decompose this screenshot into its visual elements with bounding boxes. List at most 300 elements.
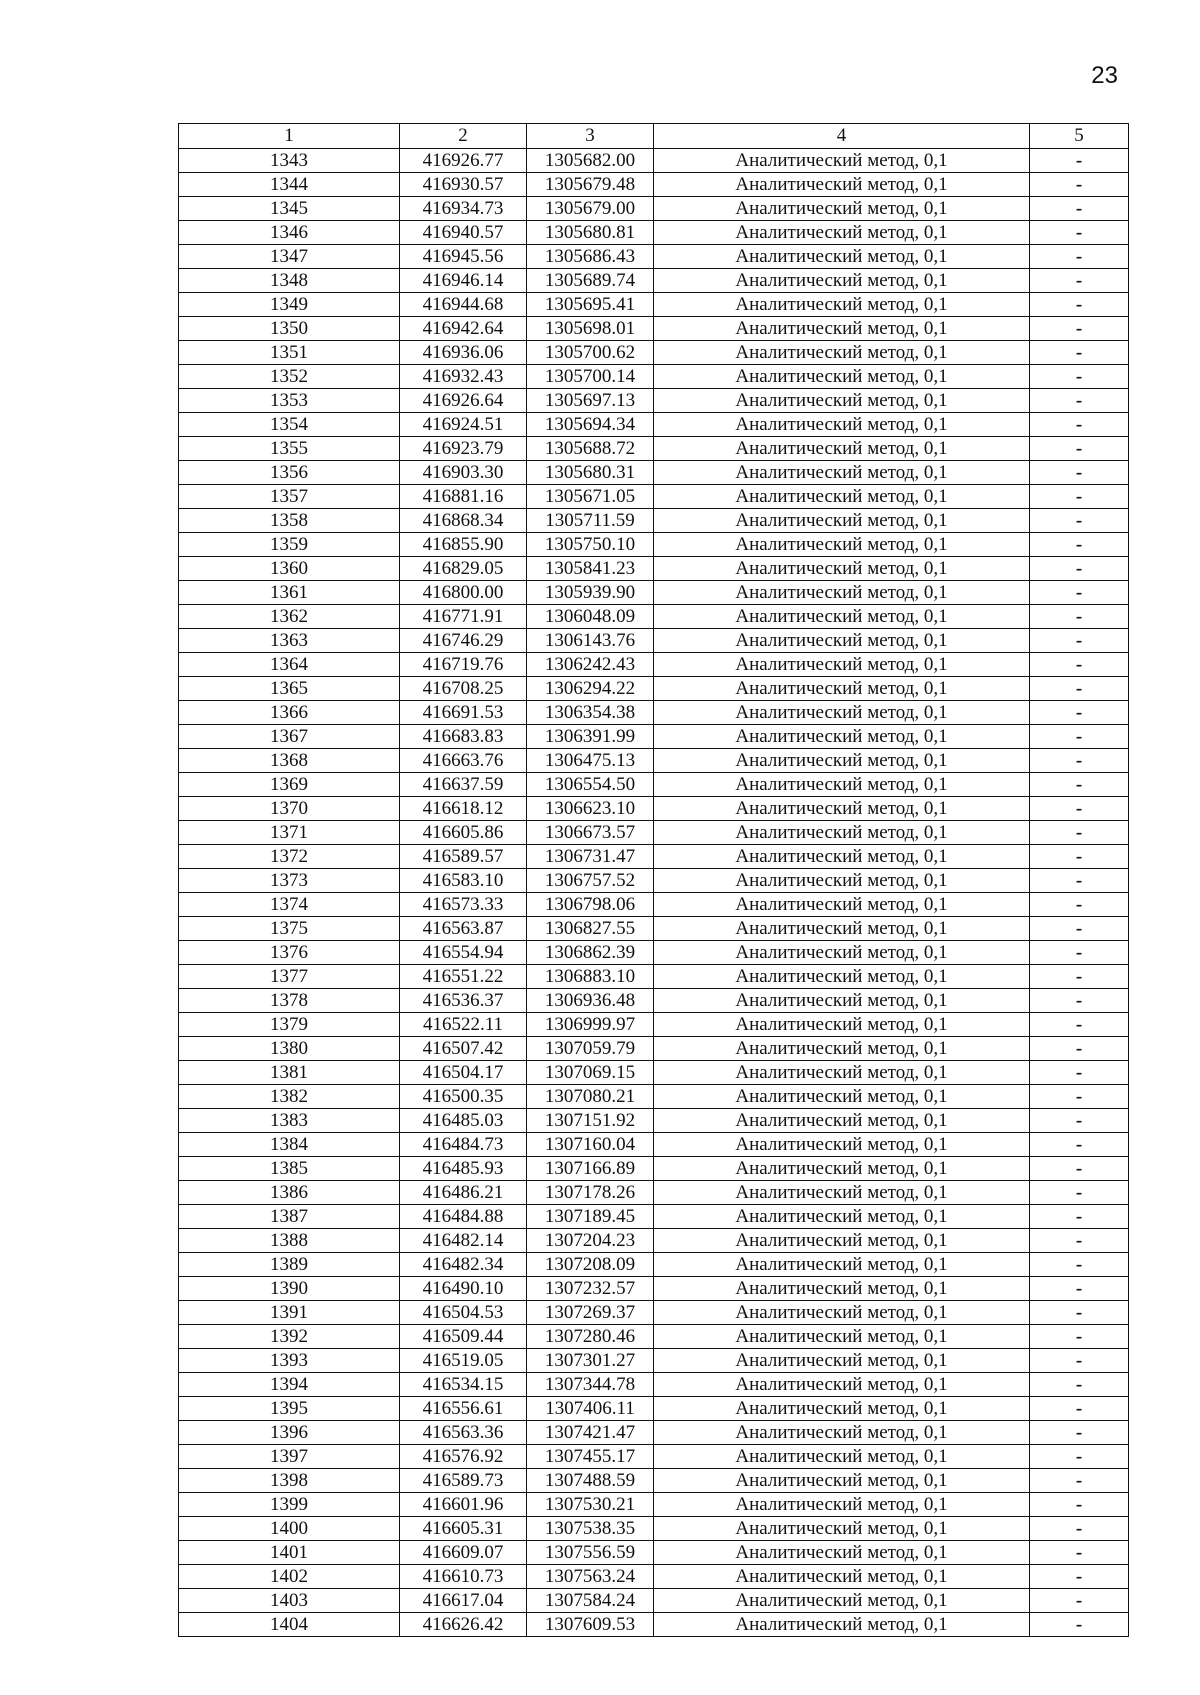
x-coordinate-cell: 416482.14 <box>400 1229 527 1253</box>
note-cell: - <box>1030 1277 1129 1301</box>
point-number-cell: 1376 <box>179 941 400 965</box>
table-row <box>179 989 1129 1013</box>
y-coordinate-cell: 1307421.47 <box>527 1421 654 1445</box>
note-cell: - <box>1030 269 1129 293</box>
method-cell: Аналитический метод, 0,1 <box>654 1493 1030 1517</box>
x-coordinate-cell: 416504.53 <box>400 1301 527 1325</box>
table-row <box>179 1301 1129 1325</box>
y-coordinate-cell: 1305688.72 <box>527 437 654 461</box>
x-coordinate-cell: 416609.07 <box>400 1541 527 1565</box>
point-number-cell: 1386 <box>179 1181 400 1205</box>
method-cell: Аналитический метод, 0,1 <box>654 245 1030 269</box>
y-coordinate-cell: 1305700.62 <box>527 341 654 365</box>
method-cell: Аналитический метод, 0,1 <box>654 1565 1030 1589</box>
x-coordinate-cell: 416940.57 <box>400 221 527 245</box>
point-number-cell: 1397 <box>179 1445 400 1469</box>
note-cell: - <box>1030 1373 1129 1397</box>
note-cell: - <box>1030 1589 1129 1613</box>
point-number-cell: 1391 <box>179 1301 400 1325</box>
method-cell: Аналитический метод, 0,1 <box>654 149 1030 173</box>
point-number-cell: 1371 <box>179 821 400 845</box>
method-cell: Аналитический метод, 0,1 <box>654 917 1030 941</box>
table-row <box>179 1085 1129 1109</box>
y-coordinate-cell: 1306143.76 <box>527 629 654 653</box>
method-cell: Аналитический метод, 0,1 <box>654 389 1030 413</box>
table-row <box>179 1613 1129 1637</box>
note-cell: - <box>1030 1397 1129 1421</box>
table-row <box>179 269 1129 293</box>
x-coordinate-cell: 416507.42 <box>400 1037 527 1061</box>
x-coordinate-cell: 416589.73 <box>400 1469 527 1493</box>
y-coordinate-cell: 1305711.59 <box>527 509 654 533</box>
point-number-cell: 1395 <box>179 1397 400 1421</box>
point-number-cell: 1381 <box>179 1061 400 1085</box>
point-number-cell: 1402 <box>179 1565 400 1589</box>
x-coordinate-cell: 416626.42 <box>400 1613 527 1637</box>
table-row <box>179 245 1129 269</box>
x-coordinate-cell: 416618.12 <box>400 797 527 821</box>
method-cell: Аналитический метод, 0,1 <box>654 1133 1030 1157</box>
point-number-cell: 1390 <box>179 1277 400 1301</box>
point-number-cell: 1346 <box>179 221 400 245</box>
x-coordinate-cell: 416576.92 <box>400 1445 527 1469</box>
note-cell: - <box>1030 1349 1129 1373</box>
table-row <box>179 1061 1129 1085</box>
table-row <box>179 725 1129 749</box>
point-number-cell: 1375 <box>179 917 400 941</box>
x-coordinate-cell: 416829.05 <box>400 557 527 581</box>
table-row <box>179 1277 1129 1301</box>
table-row <box>179 1421 1129 1445</box>
y-coordinate-cell: 1305680.81 <box>527 221 654 245</box>
note-cell: - <box>1030 1469 1129 1493</box>
x-coordinate-cell: 416924.51 <box>400 413 527 437</box>
method-cell: Аналитический метод, 0,1 <box>654 1589 1030 1613</box>
x-coordinate-cell: 416485.93 <box>400 1157 527 1181</box>
y-coordinate-cell: 1305939.90 <box>527 581 654 605</box>
y-coordinate-cell: 1307069.15 <box>527 1061 654 1085</box>
x-coordinate-cell: 416746.29 <box>400 629 527 653</box>
y-coordinate-cell: 1307160.04 <box>527 1133 654 1157</box>
method-cell: Аналитический метод, 0,1 <box>654 677 1030 701</box>
method-cell: Аналитический метод, 0,1 <box>654 1253 1030 1277</box>
y-coordinate-cell: 1306294.22 <box>527 677 654 701</box>
point-number-cell: 1361 <box>179 581 400 605</box>
point-number-cell: 1396 <box>179 1421 400 1445</box>
y-coordinate-cell: 1307530.21 <box>527 1493 654 1517</box>
point-number-cell: 1362 <box>179 605 400 629</box>
y-coordinate-cell: 1305686.43 <box>527 245 654 269</box>
method-cell: Аналитический метод, 0,1 <box>654 869 1030 893</box>
point-number-cell: 1343 <box>179 149 400 173</box>
x-coordinate-cell: 416932.43 <box>400 365 527 389</box>
x-coordinate-cell: 416589.57 <box>400 845 527 869</box>
x-coordinate-cell: 416881.16 <box>400 485 527 509</box>
point-number-cell: 1385 <box>179 1157 400 1181</box>
column-header-2: 2 <box>400 124 527 149</box>
method-cell: Аналитический метод, 0,1 <box>654 437 1030 461</box>
x-coordinate-cell: 416946.14 <box>400 269 527 293</box>
table-row <box>179 341 1129 365</box>
y-coordinate-cell: 1306999.97 <box>527 1013 654 1037</box>
table-row <box>179 941 1129 965</box>
table-row <box>179 965 1129 989</box>
y-coordinate-cell: 1307406.11 <box>527 1397 654 1421</box>
x-coordinate-cell: 416942.64 <box>400 317 527 341</box>
x-coordinate-cell: 416490.10 <box>400 1277 527 1301</box>
y-coordinate-cell: 1307166.89 <box>527 1157 654 1181</box>
note-cell: - <box>1030 965 1129 989</box>
note-cell: - <box>1030 317 1129 341</box>
table-row <box>179 1565 1129 1589</box>
table-row <box>179 917 1129 941</box>
table-row <box>179 653 1129 677</box>
point-number-cell: 1377 <box>179 965 400 989</box>
method-cell: Аналитический метод, 0,1 <box>654 1061 1030 1085</box>
note-cell: - <box>1030 293 1129 317</box>
table-row <box>179 629 1129 653</box>
x-coordinate-cell: 416945.56 <box>400 245 527 269</box>
table-row <box>179 1493 1129 1517</box>
table-row <box>179 773 1129 797</box>
table-row <box>179 1469 1129 1493</box>
point-number-cell: 1404 <box>179 1613 400 1637</box>
point-number-cell: 1378 <box>179 989 400 1013</box>
table-row <box>179 1181 1129 1205</box>
y-coordinate-cell: 1307538.35 <box>527 1517 654 1541</box>
point-number-cell: 1348 <box>179 269 400 293</box>
y-coordinate-cell: 1305695.41 <box>527 293 654 317</box>
method-cell: Аналитический метод, 0,1 <box>654 893 1030 917</box>
x-coordinate-cell: 416617.04 <box>400 1589 527 1613</box>
point-number-cell: 1388 <box>179 1229 400 1253</box>
note-cell: - <box>1030 1037 1129 1061</box>
note-cell: - <box>1030 1325 1129 1349</box>
note-cell: - <box>1030 1061 1129 1085</box>
y-coordinate-cell: 1306048.09 <box>527 605 654 629</box>
column-header-3: 3 <box>527 124 654 149</box>
x-coordinate-cell: 416605.31 <box>400 1517 527 1541</box>
x-coordinate-cell: 416563.87 <box>400 917 527 941</box>
y-coordinate-cell: 1306936.48 <box>527 989 654 1013</box>
y-coordinate-cell: 1305679.00 <box>527 197 654 221</box>
x-coordinate-cell: 416504.17 <box>400 1061 527 1085</box>
method-cell: Аналитический метод, 0,1 <box>654 1013 1030 1037</box>
table-row <box>179 437 1129 461</box>
y-coordinate-cell: 1307455.17 <box>527 1445 654 1469</box>
note-cell: - <box>1030 1253 1129 1277</box>
method-cell: Аналитический метод, 0,1 <box>654 1301 1030 1325</box>
method-cell: Аналитический метод, 0,1 <box>654 1373 1030 1397</box>
y-coordinate-cell: 1306354.38 <box>527 701 654 725</box>
note-cell: - <box>1030 653 1129 677</box>
x-coordinate-cell: 416536.37 <box>400 989 527 1013</box>
table-row <box>179 293 1129 317</box>
y-coordinate-cell: 1305671.05 <box>527 485 654 509</box>
y-coordinate-cell: 1305700.14 <box>527 365 654 389</box>
x-coordinate-cell: 416926.77 <box>400 149 527 173</box>
y-coordinate-cell: 1306475.13 <box>527 749 654 773</box>
x-coordinate-cell: 416663.76 <box>400 749 527 773</box>
method-cell: Аналитический метод, 0,1 <box>654 629 1030 653</box>
method-cell: Аналитический метод, 0,1 <box>654 749 1030 773</box>
table-row <box>179 221 1129 245</box>
table-row <box>179 485 1129 509</box>
note-cell: - <box>1030 1301 1129 1325</box>
note-cell: - <box>1030 1085 1129 1109</box>
point-number-cell: 1398 <box>179 1469 400 1493</box>
point-number-cell: 1355 <box>179 437 400 461</box>
point-number-cell: 1368 <box>179 749 400 773</box>
method-cell: Аналитический метод, 0,1 <box>654 581 1030 605</box>
table-row <box>179 1589 1129 1613</box>
x-coordinate-cell: 416868.34 <box>400 509 527 533</box>
y-coordinate-cell: 1306391.99 <box>527 725 654 749</box>
table-row <box>179 1205 1129 1229</box>
method-cell: Аналитический метод, 0,1 <box>654 1349 1030 1373</box>
y-coordinate-cell: 1306673.57 <box>527 821 654 845</box>
x-coordinate-cell: 416556.61 <box>400 1397 527 1421</box>
note-cell: - <box>1030 341 1129 365</box>
note-cell: - <box>1030 1493 1129 1517</box>
x-coordinate-cell: 416563.36 <box>400 1421 527 1445</box>
x-coordinate-cell: 416601.96 <box>400 1493 527 1517</box>
note-cell: - <box>1030 1517 1129 1541</box>
table-row <box>179 365 1129 389</box>
table-row <box>179 1541 1129 1565</box>
note-cell: - <box>1030 1205 1129 1229</box>
point-number-cell: 1394 <box>179 1373 400 1397</box>
point-number-cell: 1350 <box>179 317 400 341</box>
point-number-cell: 1358 <box>179 509 400 533</box>
y-coordinate-cell: 1305841.23 <box>527 557 654 581</box>
x-coordinate-cell: 416484.88 <box>400 1205 527 1229</box>
table-row <box>179 749 1129 773</box>
table-row <box>179 821 1129 845</box>
x-coordinate-cell: 416683.83 <box>400 725 527 749</box>
note-cell: - <box>1030 1109 1129 1133</box>
y-coordinate-cell: 1306554.50 <box>527 773 654 797</box>
method-cell: Аналитический метод, 0,1 <box>654 1469 1030 1493</box>
method-cell: Аналитический метод, 0,1 <box>654 557 1030 581</box>
y-coordinate-cell: 1305750.10 <box>527 533 654 557</box>
y-coordinate-cell: 1307059.79 <box>527 1037 654 1061</box>
method-cell: Аналитический метод, 0,1 <box>654 461 1030 485</box>
x-coordinate-cell: 416855.90 <box>400 533 527 557</box>
note-cell: - <box>1030 533 1129 557</box>
x-coordinate-cell: 416944.68 <box>400 293 527 317</box>
x-coordinate-cell: 416637.59 <box>400 773 527 797</box>
y-coordinate-cell: 1306623.10 <box>527 797 654 821</box>
point-number-cell: 1374 <box>179 893 400 917</box>
note-cell: - <box>1030 1157 1129 1181</box>
y-coordinate-cell: 1305697.13 <box>527 389 654 413</box>
y-coordinate-cell: 1307178.26 <box>527 1181 654 1205</box>
y-coordinate-cell: 1307609.53 <box>527 1613 654 1637</box>
point-number-cell: 1351 <box>179 341 400 365</box>
point-number-cell: 1363 <box>179 629 400 653</box>
method-cell: Аналитический метод, 0,1 <box>654 1517 1030 1541</box>
point-number-cell: 1354 <box>179 413 400 437</box>
y-coordinate-cell: 1307584.24 <box>527 1589 654 1613</box>
method-cell: Аналитический метод, 0,1 <box>654 509 1030 533</box>
point-number-cell: 1345 <box>179 197 400 221</box>
y-coordinate-cell: 1306731.47 <box>527 845 654 869</box>
method-cell: Аналитический метод, 0,1 <box>654 269 1030 293</box>
table-row <box>179 461 1129 485</box>
method-cell: Аналитический метод, 0,1 <box>654 605 1030 629</box>
point-number-cell: 1349 <box>179 293 400 317</box>
method-cell: Аналитический метод, 0,1 <box>654 173 1030 197</box>
point-number-cell: 1370 <box>179 797 400 821</box>
point-number-cell: 1389 <box>179 1253 400 1277</box>
table-row <box>179 1229 1129 1253</box>
note-cell: - <box>1030 989 1129 1013</box>
x-coordinate-cell: 416930.57 <box>400 173 527 197</box>
y-coordinate-cell: 1305682.00 <box>527 149 654 173</box>
table-row <box>179 677 1129 701</box>
point-number-cell: 1399 <box>179 1493 400 1517</box>
page-number: 23 <box>1091 62 1118 89</box>
note-cell: - <box>1030 437 1129 461</box>
x-coordinate-cell: 416485.03 <box>400 1109 527 1133</box>
method-cell: Аналитический метод, 0,1 <box>654 773 1030 797</box>
column-header-1: 1 <box>179 124 400 149</box>
note-cell: - <box>1030 917 1129 941</box>
y-coordinate-cell: 1305689.74 <box>527 269 654 293</box>
note-cell: - <box>1030 461 1129 485</box>
x-coordinate-cell: 416519.05 <box>400 1349 527 1373</box>
note-cell: - <box>1030 677 1129 701</box>
note-cell: - <box>1030 485 1129 509</box>
x-coordinate-cell: 416522.11 <box>400 1013 527 1037</box>
method-cell: Аналитический метод, 0,1 <box>654 485 1030 509</box>
y-coordinate-cell: 1307208.09 <box>527 1253 654 1277</box>
column-header-4: 4 <box>654 124 1030 149</box>
note-cell: - <box>1030 605 1129 629</box>
point-number-cell: 1347 <box>179 245 400 269</box>
method-cell: Аналитический метод, 0,1 <box>654 1181 1030 1205</box>
x-coordinate-cell: 416554.94 <box>400 941 527 965</box>
y-coordinate-cell: 1307269.37 <box>527 1301 654 1325</box>
table-row <box>179 581 1129 605</box>
coordinates-table <box>178 123 1129 1637</box>
table-row <box>179 1157 1129 1181</box>
table-row <box>179 149 1129 173</box>
table-header <box>179 124 1129 149</box>
y-coordinate-cell: 1307204.23 <box>527 1229 654 1253</box>
method-cell: Аналитический метод, 0,1 <box>654 1109 1030 1133</box>
table-row <box>179 557 1129 581</box>
point-number-cell: 1356 <box>179 461 400 485</box>
method-cell: Аналитический метод, 0,1 <box>654 701 1030 725</box>
note-cell: - <box>1030 893 1129 917</box>
point-number-cell: 1384 <box>179 1133 400 1157</box>
point-number-cell: 1359 <box>179 533 400 557</box>
note-cell: - <box>1030 1013 1129 1037</box>
table-body <box>179 149 1129 1637</box>
table-row <box>179 1133 1129 1157</box>
point-number-cell: 1360 <box>179 557 400 581</box>
table-row <box>179 197 1129 221</box>
note-cell: - <box>1030 245 1129 269</box>
method-cell: Аналитический метод, 0,1 <box>654 197 1030 221</box>
y-coordinate-cell: 1306242.43 <box>527 653 654 677</box>
x-coordinate-cell: 416771.91 <box>400 605 527 629</box>
point-number-cell: 1382 <box>179 1085 400 1109</box>
method-cell: Аналитический метод, 0,1 <box>654 821 1030 845</box>
point-number-cell: 1344 <box>179 173 400 197</box>
point-number-cell: 1352 <box>179 365 400 389</box>
point-number-cell: 1357 <box>179 485 400 509</box>
note-cell: - <box>1030 173 1129 197</box>
y-coordinate-cell: 1305698.01 <box>527 317 654 341</box>
note-cell: - <box>1030 845 1129 869</box>
y-coordinate-cell: 1307556.59 <box>527 1541 654 1565</box>
table-row <box>179 1037 1129 1061</box>
x-coordinate-cell: 416719.76 <box>400 653 527 677</box>
y-coordinate-cell: 1305694.34 <box>527 413 654 437</box>
y-coordinate-cell: 1307232.57 <box>527 1277 654 1301</box>
table-row <box>179 797 1129 821</box>
point-number-cell: 1383 <box>179 1109 400 1133</box>
header-row <box>179 124 1129 149</box>
table-row <box>179 605 1129 629</box>
table-row <box>179 173 1129 197</box>
point-number-cell: 1380 <box>179 1037 400 1061</box>
method-cell: Аналитический метод, 0,1 <box>654 1421 1030 1445</box>
point-number-cell: 1393 <box>179 1349 400 1373</box>
x-coordinate-cell: 416903.30 <box>400 461 527 485</box>
point-number-cell: 1379 <box>179 1013 400 1037</box>
note-cell: - <box>1030 1133 1129 1157</box>
note-cell: - <box>1030 1229 1129 1253</box>
x-coordinate-cell: 416708.25 <box>400 677 527 701</box>
table-row <box>179 1373 1129 1397</box>
x-coordinate-cell: 416583.10 <box>400 869 527 893</box>
note-cell: - <box>1030 1613 1129 1637</box>
y-coordinate-cell: 1307563.24 <box>527 1565 654 1589</box>
note-cell: - <box>1030 629 1129 653</box>
note-cell: - <box>1030 557 1129 581</box>
y-coordinate-cell: 1306883.10 <box>527 965 654 989</box>
method-cell: Аналитический метод, 0,1 <box>654 1613 1030 1637</box>
point-number-cell: 1366 <box>179 701 400 725</box>
method-cell: Аналитический метод, 0,1 <box>654 845 1030 869</box>
table-row <box>179 509 1129 533</box>
method-cell: Аналитический метод, 0,1 <box>654 1037 1030 1061</box>
table-row <box>179 893 1129 917</box>
note-cell: - <box>1030 821 1129 845</box>
note-cell: - <box>1030 389 1129 413</box>
table-row <box>179 413 1129 437</box>
x-coordinate-cell: 416691.53 <box>400 701 527 725</box>
table-row <box>179 1013 1129 1037</box>
method-cell: Аналитический метод, 0,1 <box>654 989 1030 1013</box>
method-cell: Аналитический метод, 0,1 <box>654 797 1030 821</box>
table-row <box>179 1109 1129 1133</box>
method-cell: Аналитический метод, 0,1 <box>654 293 1030 317</box>
y-coordinate-cell: 1307151.92 <box>527 1109 654 1133</box>
y-coordinate-cell: 1307344.78 <box>527 1373 654 1397</box>
note-cell: - <box>1030 509 1129 533</box>
note-cell: - <box>1030 1541 1129 1565</box>
x-coordinate-cell: 416923.79 <box>400 437 527 461</box>
x-coordinate-cell: 416800.00 <box>400 581 527 605</box>
note-cell: - <box>1030 413 1129 437</box>
table-row <box>179 869 1129 893</box>
note-cell: - <box>1030 365 1129 389</box>
